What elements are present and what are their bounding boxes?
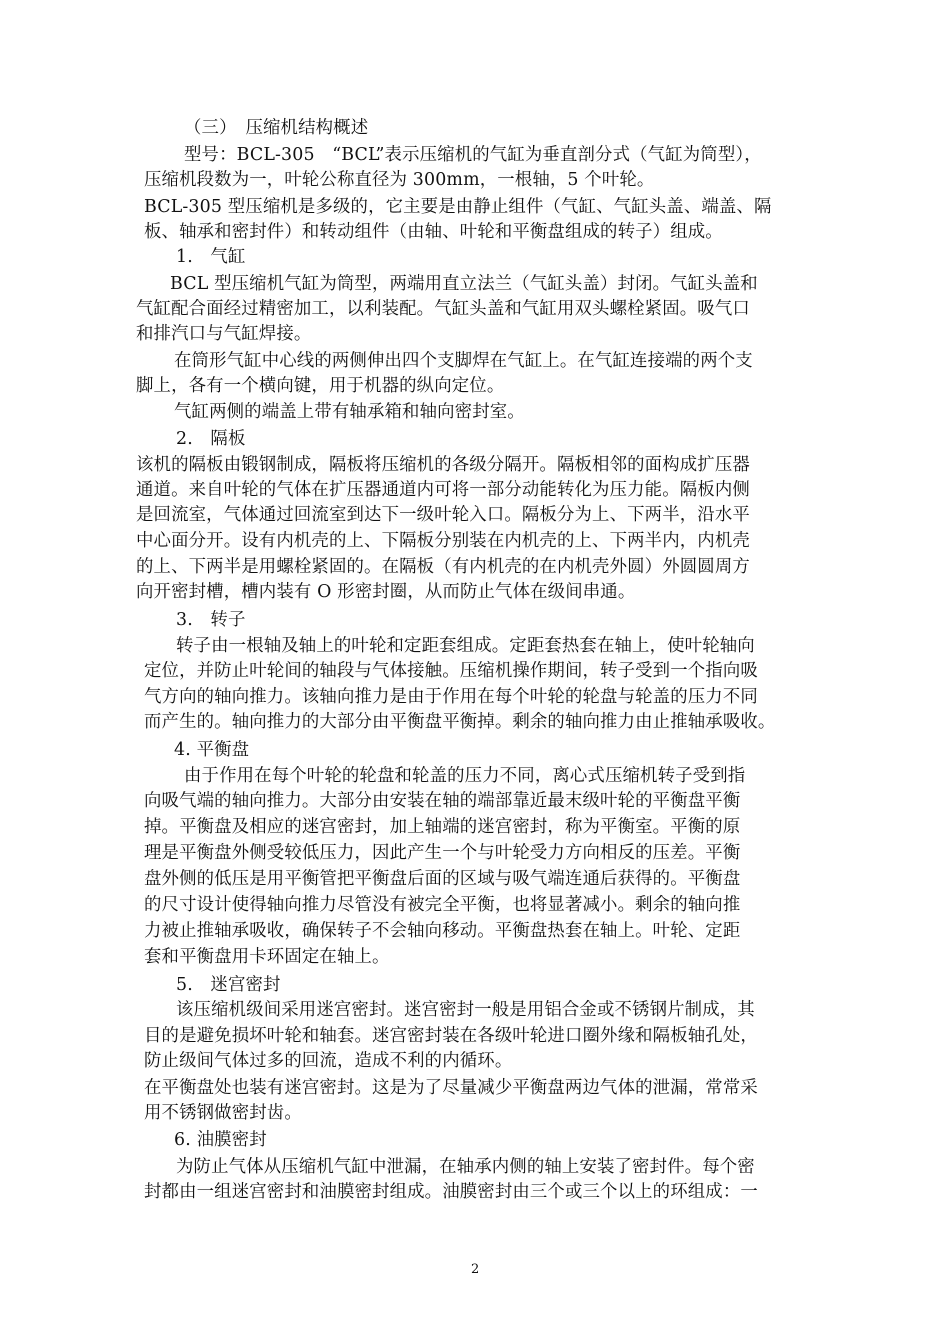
- subsection-heading: 6. 油膜密封: [174, 1130, 267, 1150]
- paragraph-line: 由于作用在每个叶轮的轮盘和轮盖的压力不同，离心式压缩机转子受到指: [184, 766, 746, 786]
- paragraph-line: 理是平衡盘外侧受较低压力，因此产生一个与叶轮受力方向相反的压差。平衡: [144, 843, 741, 863]
- paragraph-line: 脚上，各有一个横向键，用于机器的纵向定位。: [136, 376, 505, 396]
- paragraph-line: 气缸两侧的端盖上带有轴承箱和轴向密封室。: [174, 402, 525, 422]
- paragraph-line: 压缩机段数为一，叶轮公称直径为 300mm，一根轴，5 个叶轮。: [144, 170, 655, 190]
- paragraph-line: 力被止推轴承吸收，确保转子不会轴向移动。平衡盘热套在轴上。叶轮、定距: [144, 921, 741, 941]
- paragraph-line: 为防止气体从压缩机气缸中泄漏，在轴承内侧的轴上安装了密封件。每个密: [176, 1157, 755, 1177]
- section-heading: （三） 压缩机结构概述: [184, 118, 369, 138]
- paragraph-line: 向开密封槽，槽内装有 O 形密封圈，从而防止气体在级间串通。: [136, 582, 636, 602]
- paragraph-line: 套和平衡盘用卡环固定在轴上。: [144, 947, 390, 967]
- paragraph-line: 防止级间气体过多的回流，造成不利的内循环。: [144, 1051, 513, 1071]
- paragraph-line: 型号：BCL-305 “BCL”表示压缩机的气缸为垂直剖分式（气缸为筒型），: [184, 145, 762, 165]
- paragraph-line: 在平衡盘处也装有迷宫密封。这是为了尽量减少平衡盘两边气体的泄漏，常常采: [144, 1078, 758, 1098]
- paragraph-line: 在筒形气缸中心线的两侧伸出四个支脚焊在气缸上。在气缸连接端的两个支: [174, 351, 753, 371]
- paragraph-line: 气方向的轴向推力。该轴向推力是由于作用在每个叶轮的轮盘与轮盖的压力不同: [144, 687, 758, 707]
- subsection-heading: 1. 气缸: [176, 247, 246, 267]
- paragraph-line: 转子由一根轴及轴上的叶轮和定距套组成。定距套热套在轴上，使叶轮轴向: [176, 636, 755, 656]
- paragraph-line: 该压缩机级间采用迷宫密封。迷宫密封一般是用铝合金或不锈钢片制成，其: [176, 1000, 755, 1020]
- paragraph-line: 气缸配合面经过精密加工，以利装配。气缸头盖和气缸用双头螺栓紧固。吸气口: [136, 299, 750, 319]
- paragraph-line: 中心面分开。设有内机壳的上、下隔板分别装在内机壳的上、下两半内，内机壳: [136, 531, 750, 551]
- paragraph-line: 是回流室，气体通过回流室到达下一级叶轮入口。隔板分为上、下两半，沿水平: [136, 505, 750, 525]
- paragraph-line: 向吸气端的轴向推力。大部分由安装在轴的端部靠近最末级叶轮的平衡盘平衡: [144, 791, 741, 811]
- paragraph-line: 盘外侧的低压是用平衡管把平衡盘后面的区域与吸气端连通后获得的。平衡盘: [144, 869, 741, 889]
- paragraph-line: 封都由一组迷宫密封和油膜密封组成。油膜密封由三个或三个以上的环组成：一: [144, 1182, 758, 1202]
- paragraph-line: 通道。来自叶轮的气体在扩压器通道内可将一部分动能转化为压力能。隔板内侧: [136, 480, 750, 500]
- page-number: 2: [471, 1262, 480, 1277]
- paragraph-line: 该机的隔板由锻钢制成，隔板将压缩机的各级分隔开。隔板相邻的面构成扩压器: [136, 455, 750, 475]
- paragraph-line: 掉。平衡盘及相应的迷宫密封，加上轴端的迷宫密封，称为平衡室。平衡的原: [144, 817, 741, 837]
- paragraph-line: BCL 型压缩机气缸为筒型，两端用直立法兰（气缸头盖）封闭。气缸头盖和: [170, 274, 758, 294]
- subsection-heading: 2. 隔板: [176, 429, 246, 449]
- subsection-heading: 5. 迷宫密封: [176, 975, 281, 995]
- paragraph-line: 的上、下两半是用螺栓紧固的。在隔板（有内机壳的在内机壳外圆）外圆圆周方: [136, 557, 750, 577]
- paragraph-line: 而产生的。轴向推力的大部分由平衡盘平衡掉。剩余的轴向推力由止推轴承吸收。: [144, 712, 776, 732]
- subsection-heading: 4. 平衡盘: [174, 740, 250, 760]
- paragraph-line: 和排汽口与气缸焊接。: [136, 324, 312, 344]
- subsection-heading: 3. 转子: [176, 610, 246, 630]
- paragraph-line: 板、轴承和密封件）和转动组件（由轴、叶轮和平衡盘组成的转子）组成。: [144, 222, 723, 242]
- paragraph-line: 用不锈钢做密封齿。: [144, 1103, 302, 1123]
- paragraph-line: 定位，并防止叶轮间的轴段与气体接触。压缩机操作期间，转子受到一个指向吸: [144, 661, 758, 681]
- paragraph-line: BCL-305 型压缩机是多级的，它主要是由静止组件（气缸、气缸头盖、端盖、隔: [144, 197, 772, 217]
- paragraph-line: 的尺寸设计使得轴向推力尽管没有被完全平衡，也将显著减小。剩余的轴向推: [144, 895, 741, 915]
- paragraph-line: 目的是避免损坏叶轮和轴套。迷宫密封装在各级叶轮进口圈外缘和隔板轴孔处，: [144, 1026, 758, 1046]
